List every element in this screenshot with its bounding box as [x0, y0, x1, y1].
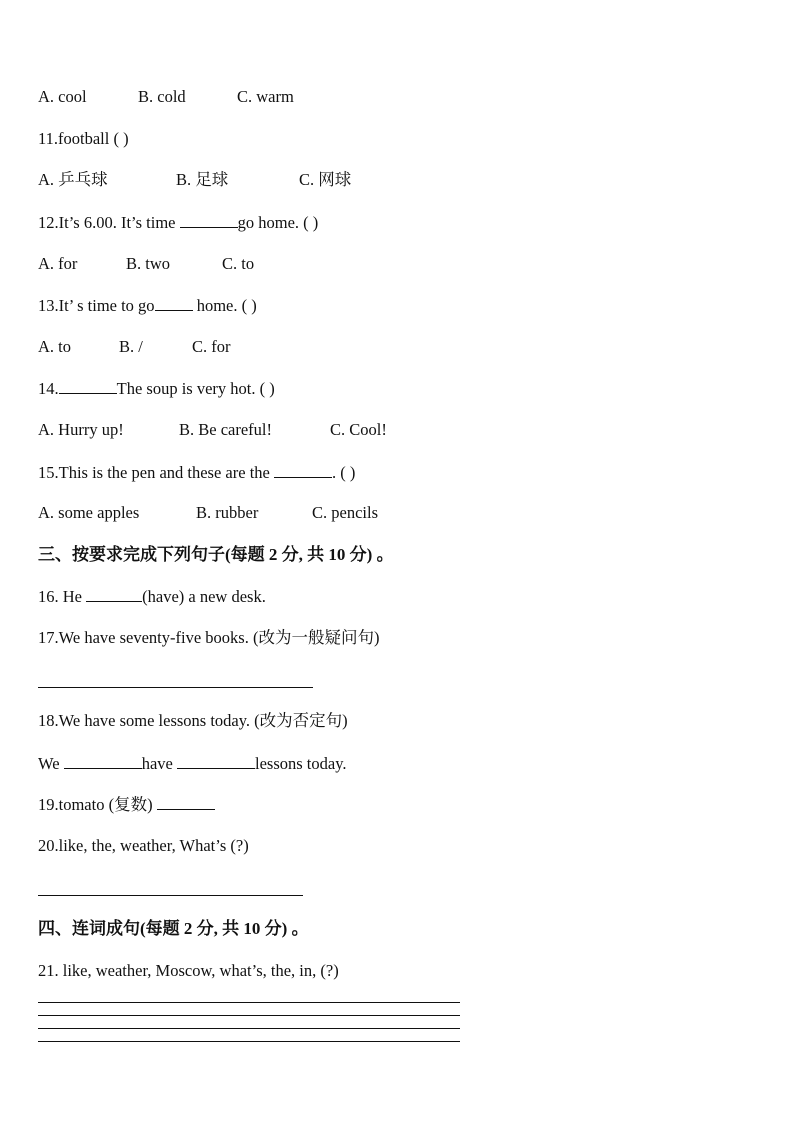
q20-answer-line[interactable] — [38, 895, 303, 896]
q15-stem-end: . ( ) — [331, 463, 356, 482]
q14-stem-start: 14. — [38, 379, 59, 398]
q11-stem: 11.football ( ) — [38, 129, 129, 148]
q12-option-c: C. to — [222, 254, 255, 273]
q17-answer-line[interactable] — [38, 687, 313, 688]
q13-stem-start: 13.It’ s time to go — [38, 296, 155, 315]
q12-option-a: A. for — [38, 254, 78, 273]
q18-stem: 18.We have some lessons today. (改为否定句) — [38, 711, 348, 730]
q12-option-b: B. two — [126, 254, 171, 273]
q21-answer-line-2[interactable] — [38, 1015, 460, 1016]
q11-option-c: C. 网球 — [299, 170, 352, 189]
q21-answer-line-4[interactable] — [38, 1041, 460, 1042]
q21-answer-line-3[interactable] — [38, 1028, 460, 1029]
q12-stem-start: 12.It’s 6.00. It’s time — [38, 213, 176, 232]
q18-fill-mid: have — [141, 754, 173, 773]
q13-stem — [38, 295, 257, 316]
q14-option-b: B. Be careful! — [179, 420, 272, 439]
q16-stem-start: 16. He — [38, 587, 82, 606]
q13-blank[interactable] — [155, 295, 193, 311]
q12-stem-end: go home. ( ) — [237, 213, 319, 232]
q19-stem-text: 19.tomato (复数) — [38, 795, 153, 814]
q10-options — [38, 87, 294, 107]
q15-options — [38, 503, 378, 523]
q21-stem: 21. like, weather, Moscow, what’s, the, in, (?) — [38, 961, 339, 980]
q14-option-a: A. Hurry up! — [38, 420, 124, 439]
q21-answer-line-1[interactable] — [38, 1002, 460, 1003]
q10-option-c: C. warm — [237, 87, 294, 106]
q17-stem: 17.We have seventy-five books. (改为一般疑问句) — [38, 628, 380, 647]
q19-stem — [38, 794, 215, 815]
q18-fill — [38, 753, 347, 774]
q15-option-c: C. pencils — [312, 503, 378, 522]
section-3-title: 三、按要求完成下列句子(每题 2 分, 共 10 分) 。 — [38, 545, 394, 564]
q16-blank[interactable] — [86, 586, 142, 602]
q11-options — [38, 170, 351, 190]
q15-blank[interactable] — [274, 462, 332, 478]
q15-option-b: B. rubber — [196, 503, 259, 522]
q13-option-b: B. / — [119, 337, 143, 356]
q16-stem — [38, 586, 266, 607]
q19-blank[interactable] — [157, 794, 215, 810]
q18-fill-end: lessons today. — [254, 754, 347, 773]
q11-option-b: B. 足球 — [176, 170, 229, 189]
q15-stem — [38, 462, 355, 483]
q15-option-a: A. some apples — [38, 503, 140, 522]
q12-blank[interactable] — [180, 212, 238, 228]
q18-fill-start: We — [38, 754, 60, 773]
q14-stem — [38, 378, 275, 399]
q14-option-c: C. Cool! — [330, 420, 387, 439]
q13-options — [38, 337, 231, 357]
q16-stem-end: (have) a new desk. — [142, 587, 266, 606]
section-4-title: 四、连词成句(每题 2 分, 共 10 分) 。 — [38, 919, 309, 938]
q12-options — [38, 254, 254, 274]
q14-options — [38, 420, 387, 440]
q18-blank-2[interactable] — [177, 753, 255, 769]
q15-stem-start: 15.This is the pen and these are the — [38, 463, 270, 482]
q20-stem: 20.like, the, weather, What’s (?) — [38, 836, 249, 855]
q13-option-a: A. to — [38, 337, 71, 356]
q11-option-a: A. 乒乓球 — [38, 170, 108, 189]
q14-stem-end: The soup is very hot. ( ) — [116, 379, 275, 398]
q12-stem — [38, 212, 318, 233]
q13-stem-end: home. ( ) — [196, 296, 257, 315]
q18-blank-1[interactable] — [64, 753, 142, 769]
q10-option-a: A. cool — [38, 87, 87, 106]
q13-option-c: C. for — [192, 337, 231, 356]
q10-option-b: B. cold — [138, 87, 186, 106]
q14-blank[interactable] — [59, 378, 117, 394]
